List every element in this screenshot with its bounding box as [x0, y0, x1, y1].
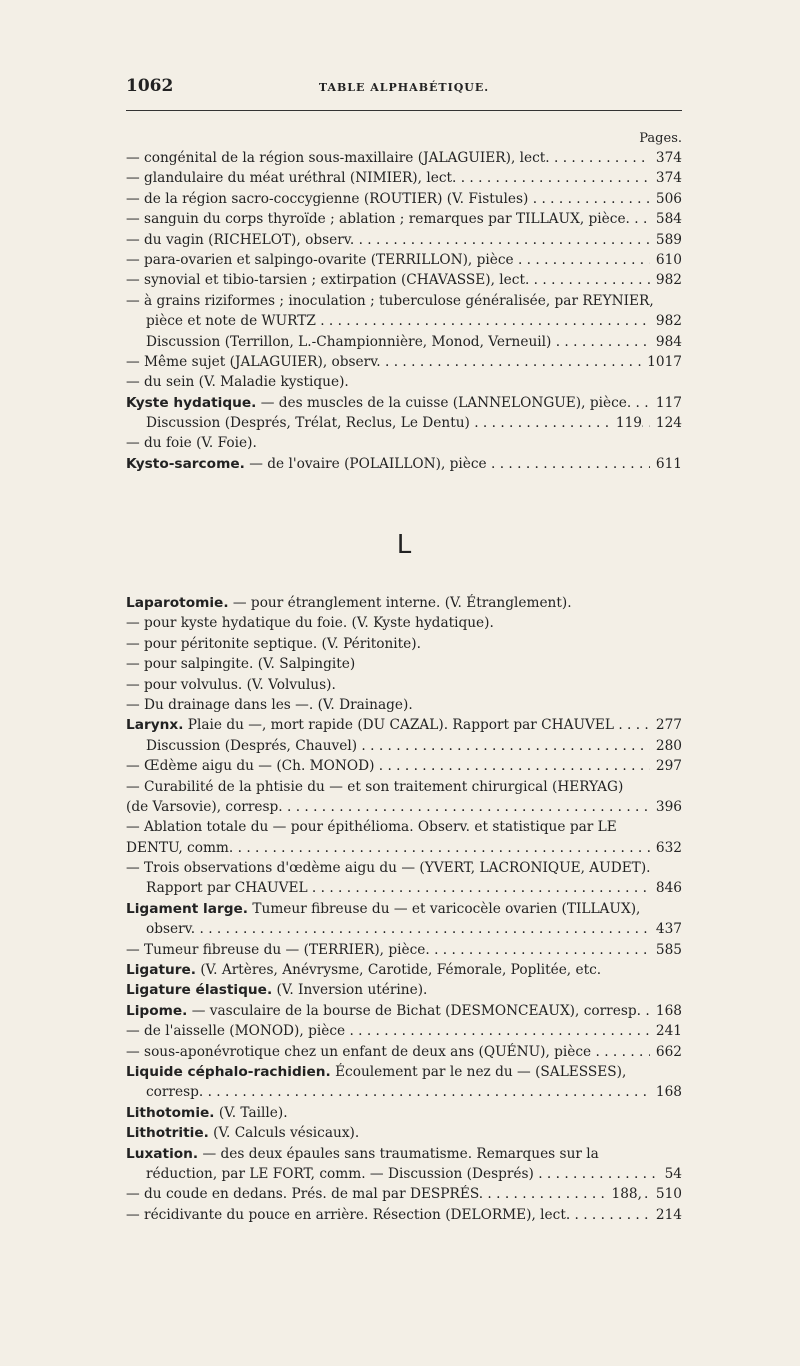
page-reference: 632	[650, 838, 682, 858]
index-line	[126, 332, 682, 352]
page-reference: 437	[650, 919, 682, 939]
index-entry-body: — du coude en dedans. Prés. de mal par DESPRÉS.	[126, 1186, 484, 1203]
page-reference: 396	[650, 797, 682, 817]
page-reference: 610	[650, 250, 682, 270]
index-entry-body: — pour salpingite. (V. Salpingite)	[126, 656, 356, 673]
index-entry-body: — vasculaire de la bourse de Bichat (DESMONCEAUX), corresp.	[191, 1002, 641, 1019]
index-line	[126, 168, 682, 188]
index-line	[126, 413, 682, 433]
index-entry-body: Tumeur fibreuse du — et varicocèle ovarien (TILLAUX),	[252, 900, 641, 917]
index-line	[126, 1001, 682, 1021]
index-entry-body: (V. Artères, Anévrysme, Carotide, Fémorale, Poplitée, etc.	[200, 962, 602, 979]
index-line	[126, 695, 682, 715]
index-line	[126, 1042, 682, 1062]
index-entry-text	[126, 615, 494, 631]
index-line	[126, 1144, 682, 1164]
index-headword: Ligature élastique.	[126, 982, 273, 999]
index-entry-body: Discussion (Després, Trélat, Reclus, Le Dentu)	[146, 415, 470, 432]
index-entry-body: — synovial et tibio-tarsien ; extirpation (CHAVASSE), lect.	[126, 272, 530, 289]
index-entry-text	[126, 982, 427, 998]
index-line	[126, 858, 682, 878]
index-line	[126, 838, 682, 858]
index-entry-body: réduction, par LE FORT, comm. — Discussion (Després)	[146, 1165, 534, 1182]
index-entry-text	[126, 1044, 682, 1060]
header-rule	[126, 110, 682, 111]
index-headword: Luxation.	[126, 1145, 199, 1162]
index-entry-body: — glandulaire du méat uréthral (NIMIER), lect.	[126, 170, 457, 187]
index-entry-text	[126, 170, 682, 186]
index-entry-body: — pour volvulus. (V. Volvulus).	[126, 676, 336, 693]
index-line	[126, 291, 682, 311]
index-line	[126, 878, 682, 898]
index-entry-body: (V. Taille).	[218, 1104, 288, 1121]
index-headword: Lithotomie.	[126, 1104, 215, 1121]
index-entry-text	[126, 435, 257, 451]
index-headword: Ligament large.	[126, 900, 249, 917]
index-entry-body: — du sein (V. Maladie kystique).	[126, 374, 349, 391]
index-entry-body: Rapport par CHAUVEL	[146, 880, 308, 897]
index-entry-text	[126, 252, 682, 268]
index-line	[126, 777, 682, 797]
index-entry-text	[126, 1207, 682, 1223]
index-entry-text	[126, 717, 682, 733]
index-entry-text	[146, 415, 682, 431]
index-entry-text	[126, 1023, 682, 1039]
index-entry-body: — de la région sacro-coccygienne (ROUTIER) (V. Fistules)	[126, 190, 529, 207]
index-entry-text	[126, 232, 682, 248]
index-entry-text	[126, 901, 640, 917]
index-entry-body: — des muscles de la cuisse (LANNELONGUE), pièce.	[260, 394, 632, 411]
index-entry-text	[126, 1186, 682, 1202]
page-reference: 280	[650, 736, 682, 756]
index-entry-body: — Tumeur fibreuse du — (TERRIER), pièce.	[126, 941, 430, 958]
index-headword: Laparotomie.	[126, 595, 229, 611]
page-reference: 374	[650, 148, 682, 168]
index-line	[126, 311, 682, 331]
index-entry-body: — pour péritonite septique. (V. Péritonite).	[126, 635, 421, 652]
page-reference: 1017	[641, 352, 682, 372]
page-reference: 846	[650, 878, 682, 898]
index-entry-text	[126, 374, 349, 390]
index-entry-text	[126, 191, 682, 207]
page-reference: 982	[650, 270, 682, 290]
index-entry-body: — récidivante du pouce en arrière. Résection (DELORME), lect.	[126, 1206, 571, 1223]
index-entry-body: — pour étranglement interne. (V. Étranglement).	[232, 595, 572, 611]
index-headword: Ligature.	[126, 962, 196, 979]
index-line	[126, 980, 682, 1000]
page-reference: 374	[650, 168, 682, 188]
index-line	[126, 736, 682, 756]
index-entries-k	[126, 148, 682, 474]
pages-column-label: Pages.	[639, 131, 682, 146]
index-entry-body: — Du drainage dans les —. (V. Drainage).	[126, 696, 413, 713]
page-reference: 589	[650, 230, 682, 250]
index-entry-text	[126, 840, 682, 856]
index-entry-text	[126, 697, 413, 713]
index-entry-body: pièce et note de WURTZ	[146, 313, 316, 330]
index-line	[126, 393, 682, 413]
index-line	[126, 1062, 682, 1082]
index-line	[126, 634, 682, 654]
index-line	[126, 899, 682, 919]
index-entry-body: — congénital de la région sous-maxillaire (JALAGUIER), lect.	[126, 150, 550, 166]
index-line	[126, 1164, 682, 1184]
page-reference: 297	[650, 756, 682, 776]
index-entry-body: Écoulement par le nez du — (SALESSES),	[335, 1063, 627, 1080]
index-line	[126, 817, 682, 837]
page-reference: 54	[659, 1164, 682, 1184]
index-entry-text	[126, 211, 682, 227]
index-line	[126, 940, 682, 960]
page-reference: 506	[650, 189, 682, 209]
index-entry-body: (de Varsovie), corresp.	[126, 798, 283, 815]
index-line	[126, 1103, 682, 1123]
index-line	[126, 1123, 682, 1143]
index-line	[126, 1082, 682, 1102]
index-entry-body: corresp.	[146, 1084, 204, 1101]
index-headword: Lipome.	[126, 1002, 188, 1019]
index-line	[126, 209, 682, 229]
index-line	[126, 919, 682, 939]
index-entry-body: (V. Inversion utérine).	[276, 982, 428, 999]
index-entry-body: — sanguin du corps thyroïde ; ablation ; remarques par TILLAUX, pièce.	[126, 211, 630, 228]
page-reference: 277	[650, 715, 682, 735]
index-entry-text	[126, 272, 682, 288]
index-entry-text	[126, 779, 623, 795]
index-line	[126, 352, 682, 372]
index-entry-text	[146, 334, 682, 350]
index-entry-text	[146, 880, 682, 896]
index-entry-body: observ.	[146, 921, 196, 938]
index-entry-body: — para-ovarien et salpingo-ovarite (TERRILLON), pièce	[126, 251, 514, 268]
index-entry-text	[126, 1064, 626, 1080]
page-reference: 662	[650, 1042, 682, 1062]
index-entry-text	[126, 677, 336, 693]
index-entry-body: — à grains riziformes ; inoculation ; tuberculose généralisée, par REYNIER,	[126, 292, 654, 309]
page-reference: 611	[650, 454, 682, 474]
index-entry-body: — de l'ovaire (POLAILLON), pièce	[249, 455, 487, 472]
index-entry-body: (V. Calculs vésicaux).	[213, 1125, 360, 1142]
index-entry-text	[126, 1003, 682, 1019]
index-entries-l	[126, 593, 682, 1225]
index-headword: Liquide céphalo-rachidien.	[126, 1063, 331, 1080]
index-entry-text	[126, 456, 682, 472]
index-line	[126, 593, 682, 613]
page-header	[126, 76, 682, 100]
index-entry-text	[126, 942, 682, 958]
index-entry-body: DENTU, comm.	[126, 839, 234, 856]
index-line	[126, 715, 682, 735]
page-reference: 510	[650, 1184, 682, 1204]
index-entry-body: — de l'aisselle (MONOD), pièce	[126, 1023, 346, 1040]
index-entry-text	[126, 293, 654, 309]
index-entry-text	[146, 921, 674, 937]
index-line	[126, 1184, 682, 1204]
index-entry-text	[126, 354, 682, 370]
index-entry-body: — du vagin (RICHELOT), observ.	[126, 231, 355, 248]
index-entry-text	[146, 313, 682, 329]
index-entry-text	[126, 1125, 359, 1141]
page-reference: 119	[610, 413, 642, 433]
index-entry-body: — du foie (V. Foie).	[126, 435, 257, 452]
index-entry-text	[126, 1146, 599, 1162]
index-entry-text	[126, 962, 601, 978]
page-reference: 982	[650, 311, 682, 331]
index-entry-body: Discussion (Després, Chauvel)	[146, 737, 358, 754]
index-headword: Lithotritie.	[126, 1125, 209, 1142]
index-entry-text	[126, 636, 421, 652]
section-letter: L	[396, 530, 412, 560]
index-line	[126, 654, 682, 674]
index-line	[126, 230, 682, 250]
index-line	[126, 372, 682, 392]
page-reference: 168	[650, 1082, 682, 1102]
page-reference: 117	[650, 393, 682, 413]
index-entry-text	[126, 395, 682, 411]
index-line	[126, 148, 682, 168]
index-entry-body: Discussion (Terrillon, L.-Championnière, Monod, Verneuil)	[146, 333, 552, 350]
running-title: TABLE ALPHABÉTIQUE.	[318, 81, 490, 94]
index-entry-text	[126, 595, 572, 611]
index-entry-text	[146, 1084, 682, 1100]
page-reference: 124	[650, 413, 682, 433]
index-line	[126, 270, 682, 290]
index-line	[126, 1205, 682, 1225]
index-line	[126, 189, 682, 209]
index-entry-body: — sous-aponévrotique chez un enfant de deux ans (QUÉNU), pièce . . .	[126, 1043, 618, 1060]
page-reference: 188,	[606, 1184, 642, 1204]
index-headword: Larynx.	[126, 717, 184, 734]
page-number: 1062	[126, 76, 174, 96]
index-entry-text	[126, 758, 682, 774]
index-entry-text	[126, 1105, 288, 1121]
page-reference: 984	[650, 332, 682, 352]
index-line	[126, 797, 682, 817]
index-line	[126, 1021, 682, 1041]
index-line	[126, 675, 682, 695]
index-entry-body: Plaie du —, mort rapide (DU CAZAL). Rapport par CHAUVEL .	[187, 717, 623, 734]
index-line	[126, 960, 682, 980]
page-reference: 584	[650, 209, 682, 229]
index-entry-text	[146, 1166, 682, 1182]
index-entry-body: — Curabilité de la phtisie du — et son traitement chirurgical (HERYAG)	[126, 778, 624, 795]
page-reference: 585	[650, 940, 682, 960]
index-entry-body: — Trois observations d'œdème aigu du — (YVERT, LACRONIQUE, AUDET).	[126, 860, 651, 877]
index-entry-text	[126, 860, 651, 876]
index-entry-text	[126, 799, 682, 815]
index-entry-text	[126, 819, 617, 835]
page-reference: 214	[650, 1205, 682, 1225]
index-line	[126, 756, 682, 776]
index-entry-body: — pour kyste hydatique du foie. (V. Kyste hydatique).	[126, 615, 494, 632]
index-line	[126, 250, 682, 270]
index-line	[126, 454, 682, 474]
index-entry-body: — des deux épaules sans traumatisme. Remarques sur la	[202, 1145, 599, 1162]
page-reference: 241	[650, 1021, 682, 1041]
index-entry-text	[146, 738, 682, 754]
index-entry-body: — Œdème aigu du — (Ch. MONOD)	[126, 758, 375, 775]
index-entry-text	[126, 150, 682, 166]
index-entry-body: — Ablation totale du — pour épithélioma. Observ. et statistique par LE	[126, 819, 617, 836]
index-headword: Kysto-sarcome.	[126, 455, 245, 472]
index-headword: Kyste hydatique.	[126, 394, 257, 411]
index-line	[126, 613, 682, 633]
index-entry-body: — Même sujet (JALAGUIER), observ.	[126, 353, 381, 370]
index-entry-text	[126, 656, 355, 672]
page-reference: 168	[650, 1001, 682, 1021]
index-line	[126, 433, 682, 453]
